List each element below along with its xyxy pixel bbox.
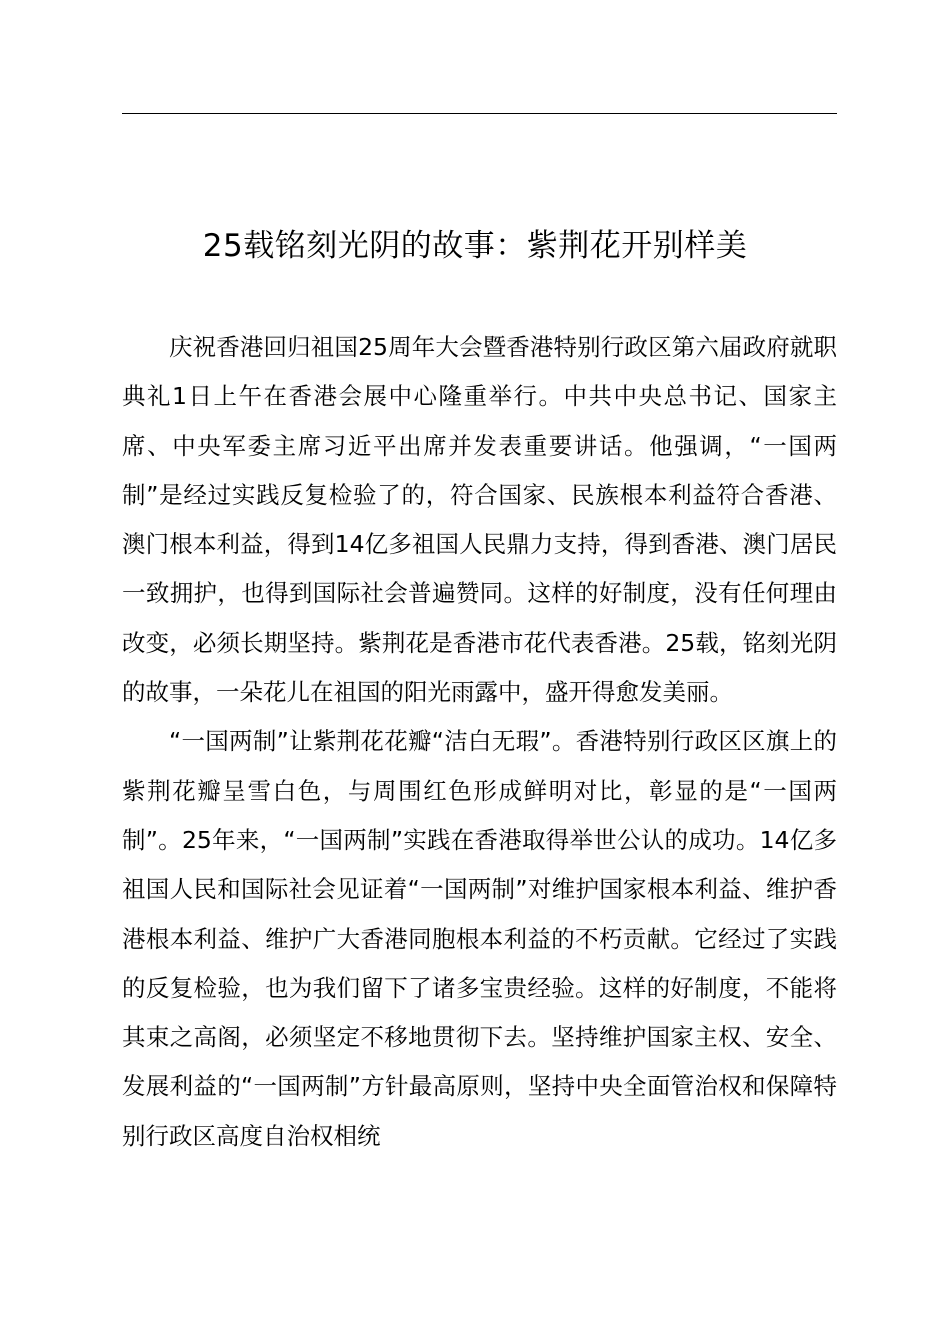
document-title: 25载铭刻光阴的故事：紫荆花开别样美 [202,228,748,264]
document-body [122,323,837,1161]
paragraph-1: 庆祝香港回归祖国25周年大会暨香港特别行政区第六届政府就职典礼1日上午在香港会展中心隆重举行。中共中央总书记、国家主席、中央军委主席习近平出席并发表重要讲话。他强调，“一国两制”是经过实践反复检验了的，符合国家、民族根本利益符合香港、澳门根本利益，得到14亿多祖国人民鼎力支持，得到香港、澳门居民一致拥护，也得到国际社会普遍赞同。这样的好制度，没有任何理由改变，必须长期坚持。紫荆花是香港市花代表香港。25载，铭刻光阴的故事，一朵花儿在祖国的阳光雨露中，盛开得愈发美丽。 [122,333,837,707]
paragraph-2: “一国两制”让紫荆花花瓣“洁白无瑕”。香港特别行政区区旗上的紫荆花瓣呈雪白色，与周围红色形成鲜明对比，彰显的是“一国两制”。25年来，“一国两制”实践在香港取得举世公认的成功。14亿多祖国人民和国际社会见证着“一国两制”对维护国家根本利益、维护香港根本利益、维护广大香港同胞根本利益的不朽贡献。它经过了实践的反复检验，也为我们留下了诸多宝贵经验。这样的好制度，不能将其束之高阁，必须坚定不移地贯彻下去。坚持维护国家主权、安全、发展利益的“一国两制”方针最高原则，坚持中央全面管治权和保障特别行政区高度自治权相统 [122,727,837,1150]
header-rule [122,113,837,114]
